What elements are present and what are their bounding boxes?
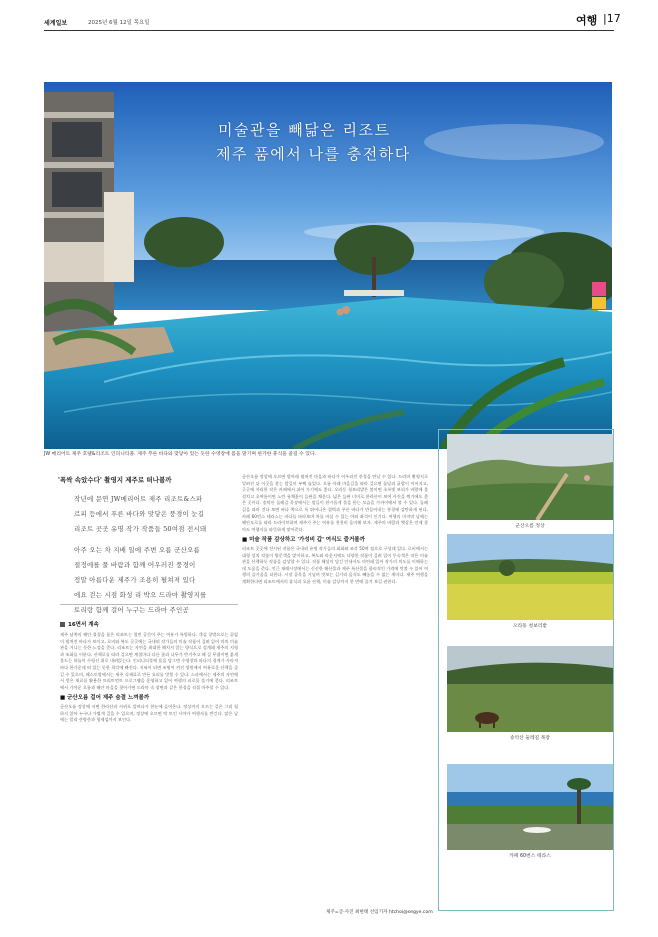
lead-line: 작년에 문연 JW메리어트 제주 리조트&스파 xyxy=(74,495,203,503)
photo-gunsan-oreum xyxy=(447,434,613,520)
field-landscape-image xyxy=(447,534,613,620)
header-rule xyxy=(44,30,614,31)
lead-summary xyxy=(74,492,236,618)
photo-caption: 군산오름 정상 xyxy=(515,524,545,529)
section-label: 여행 xyxy=(576,14,598,27)
lead-line: 아주 오는 차 지배 일에 주변 오름 군산오름 xyxy=(74,546,201,554)
lead-title: '폭싹 속았수다' 촬영지 제주로 떠나볼까 xyxy=(58,476,172,484)
photo-caption: 송악산 둘레길 목장 xyxy=(509,736,551,741)
photo-ranch xyxy=(447,646,613,732)
article-column-1 xyxy=(60,632,238,724)
headline-line-2: 제주 품에서 나를 충전하다 xyxy=(216,145,411,163)
photo-caption: 카페 60번스 테라스 xyxy=(509,854,551,859)
lead-line: 절정에를 풀 바람과 함께 어우러진 풍경이 xyxy=(74,561,196,569)
ranch-landscape-image xyxy=(447,646,613,732)
square-bullet-icon xyxy=(60,622,65,627)
page-number-value: 17 xyxy=(606,12,621,25)
newspaper-name: 세계일보 xyxy=(44,20,68,27)
paragraph: 리조트 곳곳에 전시된 작품은 국내외 유명 작가들의 회화와 조각 50여 점으로 구성돼 있다. 로비에서는 대형 설치 작품이 방문객을 맞이하고, 복도와 라운지에도 다양한 작품이 걸려 있어 투숙객은 작은 미술관을 산책하듯 작품을 감상할 수 있다. 작품 해설이 담긴 안내서도 마련돼 있어 작가의 의도를 이해하는 데 도움을 준다. 인근 재래시장에서는 신선한 해산물과 제주 특산물을 합리적인 가격에 맛볼 수 있어 여행의 즐거움을 더한다. 시장 골목을 거닐며 맛보는 길거리 음식도 빼놓을 수 없는 재미다. 제주 여행을 계획한다면 리조트에서의 휴식과 오름 산책, 미술 감상까지 한 번에 즐겨 보길 권한다. xyxy=(242,545,428,584)
page-number: |17 xyxy=(603,12,621,25)
lead-line: 정말 아름다운 제주가 조용히 펼쳐져 있다 xyxy=(74,576,196,584)
photo-cafe-terrace xyxy=(447,764,613,850)
page-header xyxy=(0,0,658,40)
headline-line-1: 미술관을 빼닮은 리조트 xyxy=(218,121,391,139)
photo-barley-field xyxy=(447,534,613,620)
paragraph: 군산오름 정상에 오르면 발아래 펼쳐진 마을과 바다가 어우러진 풍경을 만날 수 있다. 드라마 촬영지로 알려진 뒤 이곳을 찾는 발길이 부쩍 늘었다. 오름 아래 마을길을 따라 걸으면 돌담과 귤밭이 이어지고, 곳곳에 자리한 작은 카페에서 쉬어 가기에도 좋다. 오라동 청보리밭은 봄이면 초록빛 보리가 바람에 물결치고 초여름이면 노란 유채꽃이 들판을 채운다. 넓은 들판 너머로 한라산이 보여 사진을 찍기에도 좋은 곳이다. 송악산 둘레길 목장에서는 말들이 한가롭게 풀을 뜯는 모습을 가까이에서 볼 수 있다. 둘레길을 따라 걷다 보면 바다 쪽으로 툭 튀어나온 절벽과 푸른 바다가 만들어내는 풍경에 감탄하게 된다. 카페 60번스 테라스는 바다를 바라보며 차를 마실 수 있는 야외 좌석이 인기다. 여행의 마지막 날에는 해안도로를 따라 드라이브하며 제주가 주는 여유를 천천히 음미해 보자. 제주의 바람과 햇살은 언제 찾아도 여행자를 따뜻하게 맞아준다. xyxy=(242,474,428,532)
hero-caption: JW 메리어트 제주 호텔&리조트 인피니티풀. 제주 푸른 바다와 맞닿아 있는 듯한 수영장에 몸을 맡기며 한가한 휴식을 즐길 수 있다. xyxy=(44,452,317,457)
lead-line: 리조트 곳곳 유명 작가 작품들 50여점 전시돼 xyxy=(74,525,207,533)
lead-rule xyxy=(60,604,238,605)
terrace-landscape-image xyxy=(447,764,613,850)
subhead-art: ■ 미술 작품 감상하고 '가성비 갑' 여식도 즐거볼까 xyxy=(242,537,365,544)
byline: 제주=글·사진 최현태 선임기자 htchoi@segye.com xyxy=(326,910,433,915)
headline xyxy=(218,118,411,166)
issue-date: 2025년 6월 12일 목요일 xyxy=(88,20,150,26)
hill-landscape-image xyxy=(447,434,613,520)
lead-line: 에요 걷는 시점 화성 리 박으 드라마 촬영지를 xyxy=(74,591,207,599)
photo-caption: 오라동 청보리밭 xyxy=(513,624,547,629)
paragraph: 군산오름 정상에 서면 한라산과 서귀포 앞바다가 한눈에 들어온다. 정상까지 오르는 길은 그리 험하지 않아 누구나 가볍게 걸을 수 있으며, 정상에 오르면 탁 트인 시야가 여행자를 반긴다. 맑은 날에는 멀리 산방산과 형제섬까지 보인다. xyxy=(60,703,238,723)
subhead-continued xyxy=(60,620,99,628)
article-column-2 xyxy=(242,474,428,586)
lead-line: 토리랑 함께 걸어 누구는 드라마 주인공 xyxy=(74,606,189,614)
subhead-text: 16면서 계속 xyxy=(68,622,99,628)
subhead-gunsan: ■ 군산오름 걸어 제주 숨결 느껴볼까 xyxy=(60,695,150,702)
lead-line: 르피 등에서 푸른 바다와 맞닿은 풍경이 눈길 xyxy=(74,510,205,518)
paragraph: 제주 남쪽의 해안 절경을 품은 리조트는 열린 공간이 주는 여유가 특별하다. 객실 창밖으로는 끝없이 펼쳐진 바다가 보이고, 로비와 복도 곳곳에는 국내외 작가들의 미술 작품이 걸려 있어 마치 미술관을 거니는 듯한 느낌을 준다. 리조트는 자연을 최대한 해치지 않는 방식으로 설계돼 제주의 지형과 조화를 이룬다. 산책로를 따라 걸으면 계절마다 다른 꽃과 나무가 반겨주고 해 질 무렵이면 붉게 물드는 하늘이 수평선 위로 내려앉는다. 인피니티풀에 몸을 담그면 수영장과 바다의 경계가 사라져 바다 한가운데 떠 있는 듯한 착각에 빠진다. 저녁이 되면 조명이 켜진 정원에서 여유로운 산책을 즐길 수 있으며, 레스토랑에서는 제주 식재료로 만든 요리를 맛볼 수 있다. 스파에서는 제주의 자연에서 얻은 재료를 활용한 트리트먼트 프로그램을 운영하고 있어 여행의 피로를 풀기에 좋다. 리조트에서 가까운 오름과 해안 마을을 찾아가면 드라마 속 장면과 같은 풍경을 직접 마주할 수 있다. xyxy=(60,632,238,690)
